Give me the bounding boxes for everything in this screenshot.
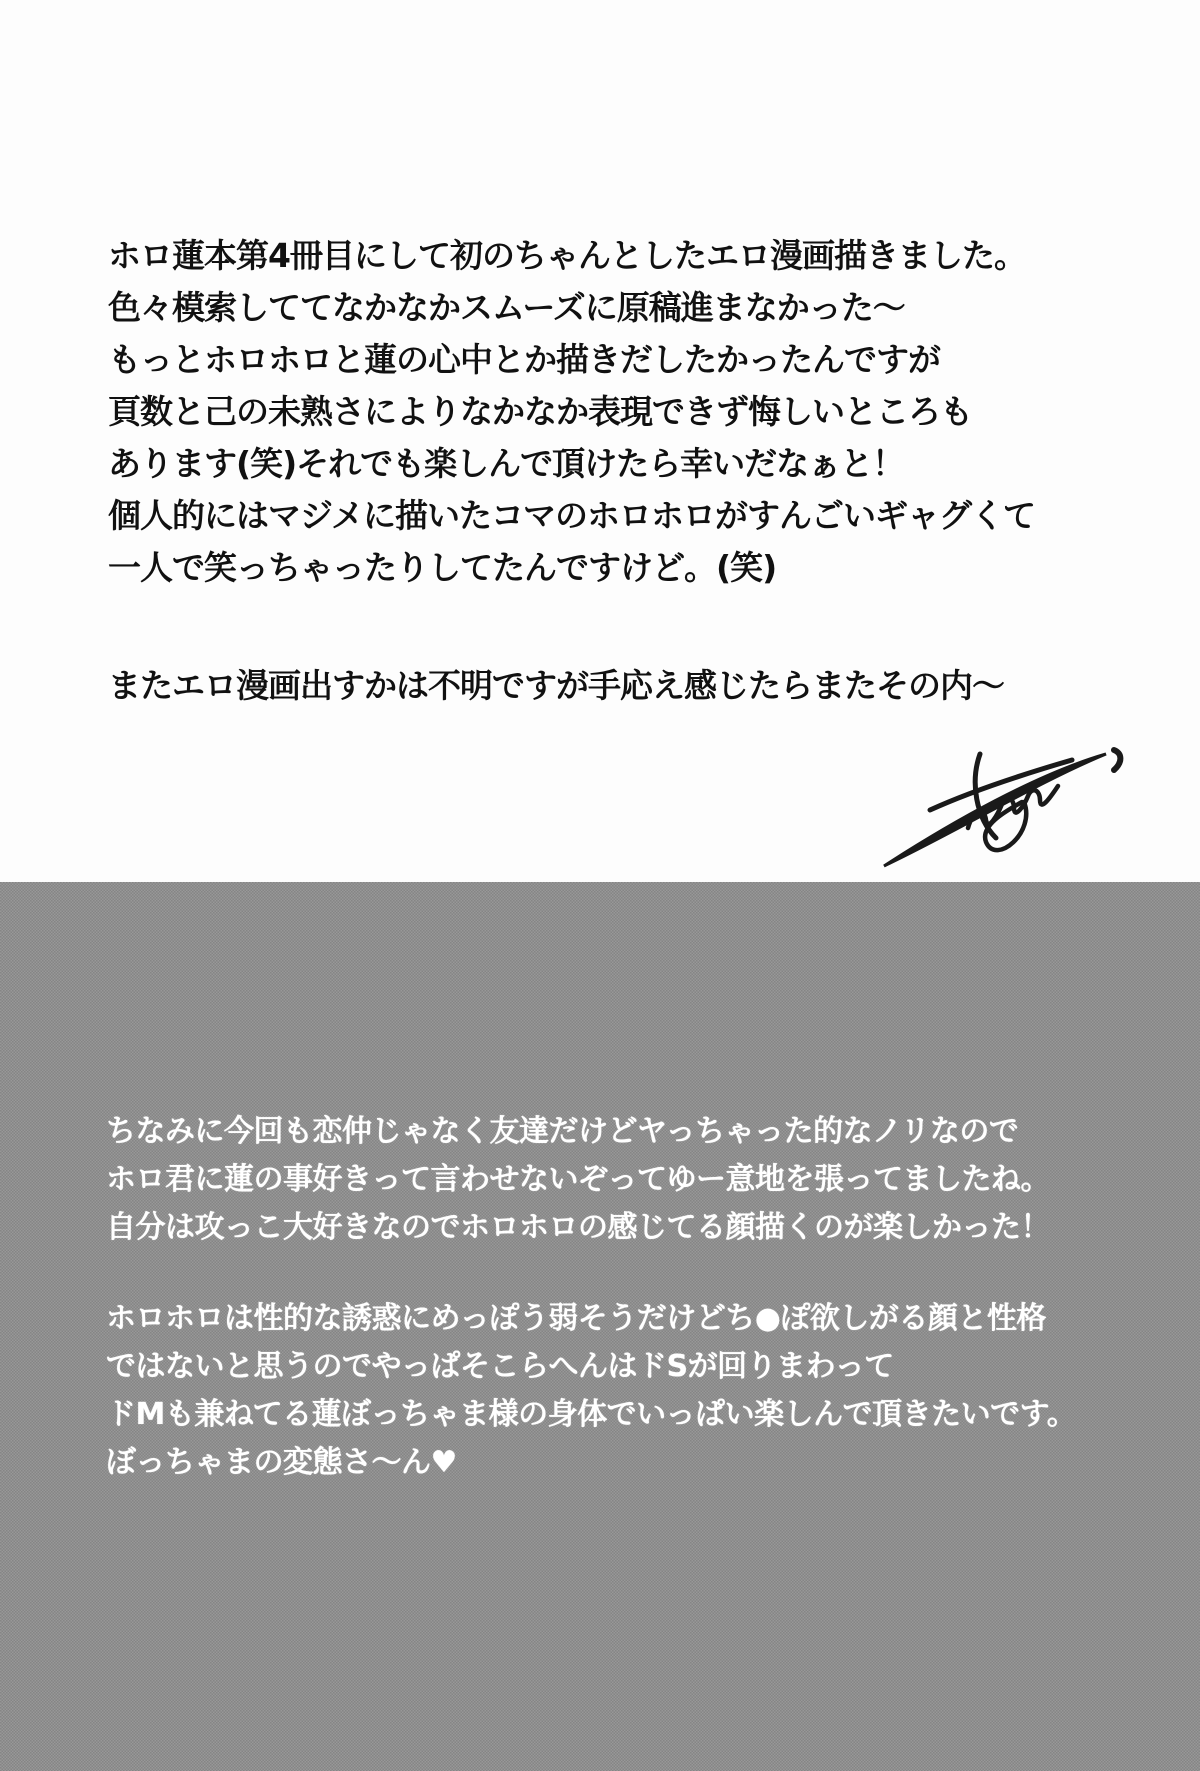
artist-signature-icon <box>872 738 1148 880</box>
afterword-closing-line: またエロ漫画出すかは不明ですが手応え感じたらまたその内～ <box>108 666 1004 705</box>
commentary-paragraph-1 <box>106 1108 1050 1252</box>
afterword-paragraph-1 <box>108 230 1035 594</box>
afterword-line: 個人的にはマジメに描いたコマのホロホロがすんごいギャグくて <box>108 496 1036 535</box>
afterword-section <box>0 0 1200 882</box>
commentary-line: ホロホロは性的な誘惑にめっぽう弱そうだけどち●ぽ欲しがる顔と性格 <box>106 1301 1046 1336</box>
afterword-line: 頁数と己の未熟さによりなかなか表現できず悔しいところも <box>108 392 972 431</box>
commentary-line: 自分は攻っこ大好きなのでホロホロの感じてる顔描くのが楽しかった！ <box>106 1210 1050 1245</box>
afterword-line: ホロ蓮本第4冊目にして初のちゃんとしたエロ漫画描きました。 <box>108 236 1026 275</box>
commentary-line: ホロ君に蓮の事好きって言わせないぞってゆー意地を張ってましたね。 <box>106 1162 1050 1197</box>
commentary-paragraph-2 <box>106 1295 1076 1487</box>
commentary-line: ぼっちゃまの変態さ～ん♥ <box>106 1445 457 1480</box>
afterword-line: 色々模索しててなかなかスムーズに原稿進まなかった～ <box>108 288 905 327</box>
commentary-line: ちなみに今回も恋仲じゃなく友達だけどヤっちゃった的なノリなので <box>106 1114 1019 1149</box>
afterword-line: 一人で笑っちゃったりしてたんですけど。(笑) <box>108 548 777 587</box>
afterword-line: もっとホロホロと蓮の心中とか描きだしたかったんですが <box>108 340 940 379</box>
commentary-line: ではないと思うのでやっぱそこらへんはドSが回りまわって <box>106 1349 894 1384</box>
afterword-line: あります(笑)それでも楽しんで頂けたら幸いだなぁと！ <box>108 444 905 483</box>
commentary-line: ドMも兼ねてる蓮ぼっちゃま様の身体でいっぱい楽しんで頂きたいです。 <box>106 1397 1077 1432</box>
